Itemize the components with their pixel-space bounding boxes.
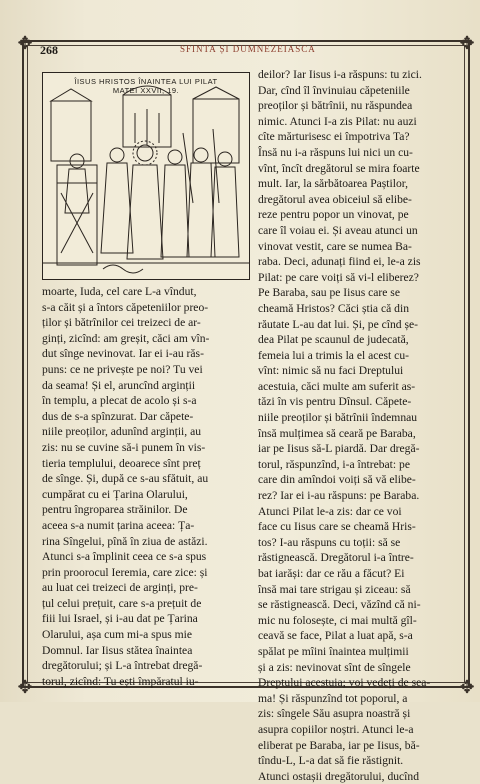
text-line: vînt: nimic să nu faci Dreptului xyxy=(258,364,404,378)
text-line: Atunci ostașii dregătorului, ducînd xyxy=(258,769,419,783)
text-line: care din amîndoi voiți să vă elibe- xyxy=(258,473,416,487)
text-line: însă mulțimea să ceară pe Baraba, xyxy=(258,426,416,440)
text-line: femeia lui a trimis la el acest cu- xyxy=(258,348,409,362)
text-line: preoților și bătrînii, nu răspundea xyxy=(258,99,413,113)
text-line: deilor? Iar Iisus i-a răspuns: tu zici. xyxy=(258,68,422,81)
text-line: Olarului, așa cum mi-a spus mie xyxy=(42,628,193,642)
page-header xyxy=(40,40,450,56)
text-line: puns: ce ne privește pe noi? Tu vei xyxy=(42,362,203,376)
text-line: raba. Deci, adunați fiind ei, le-a zis xyxy=(258,255,421,269)
text-line: torul, răspunzînd, i-a întrebat: pe xyxy=(258,457,410,471)
text-line: fiii lui Israel, și i-au dat pe Țarina xyxy=(42,612,198,626)
text-line: asupra copiilor noștri. Atunci le-a xyxy=(258,722,414,736)
text-line: cumpărat cu ei Țarina Olarului, xyxy=(42,487,188,501)
text-line: de sînge. Și, după ce s-au sfătuit, au xyxy=(42,472,209,486)
page-number: 268 xyxy=(40,43,58,57)
text-line: tieria templului, deoarece sînt preț xyxy=(42,456,201,470)
text-line: niile preoților și bătrînii îndemnau xyxy=(258,411,418,425)
text-line: răstignească. Dregătorul i-a între- xyxy=(258,551,414,565)
text-line: dregătorului; și L-a întrebat dregă- xyxy=(42,659,203,673)
text-line: se răstignească. Deci, văzînd că ni- xyxy=(258,598,421,612)
text-line: tăzi în vis pentru Dînsul. Căpete- xyxy=(258,395,412,409)
text-line: ginți, zicînd: am greșit, căci am vîn- xyxy=(42,331,210,345)
text-line: rez? Iar ei i-au răspuns: pe Baraba. xyxy=(258,489,420,503)
text-line: au luat cei treizeci de arginți, pre- xyxy=(42,581,198,595)
text-line: Dreptului acestuia; voi vedeți de sea- xyxy=(258,676,431,690)
text-line: Pe Baraba, sau pe Iisus care se xyxy=(258,286,400,300)
text-line: reze pentru popor un vinovat, pe xyxy=(258,208,409,222)
caption-line-1: ÎISUS HRISTOS ÎNAINTEA LUI PILAT xyxy=(74,77,218,86)
text-line: dus de s-a spînzurat. Dar căpete- xyxy=(42,409,194,423)
text-line: și a zis: nevinovat sînt de sîngele xyxy=(258,660,411,674)
text-line: torul, zicînd: Tu ești împăratul iu- xyxy=(42,674,199,688)
text-line: Domnul. Iar Iisus stătea înaintea xyxy=(42,643,193,657)
text-line: moarte, Iuda, cel care L-a vîndut, xyxy=(42,285,197,298)
text-line: da seama! Și el, aruncînd arginții xyxy=(42,378,196,392)
text-line: rina Sîngelui, pînă în ziua de astăzi. xyxy=(42,534,208,548)
text-line: Dar, cînd îl învinuiau căpeteniile xyxy=(258,83,410,97)
text-line: dea Pilat pe scaunul de judecată, xyxy=(258,333,409,347)
corner-ornament-icon: ✥ xyxy=(17,677,33,697)
text-line: pentru îngroparea străinilor. De xyxy=(42,503,188,517)
text-line: ma! Și răspunzînd tot poporul, a xyxy=(258,691,408,705)
text-line: s-a căit și a întors căpeteniilor preo- xyxy=(42,300,209,314)
text-line: mult. Iar, la sărbătoarea Paștilor, xyxy=(258,177,409,191)
text-line: vînt, încît dregătorul se mira foarte xyxy=(258,161,420,175)
jesus-before-pilat-engraving xyxy=(43,73,249,279)
running-title: SFINTA ȘI DUMNEZEIASCA xyxy=(180,44,316,54)
text-line: acestuia, căci multe am suferit as- xyxy=(258,379,416,393)
text-line: mic nu folosește, ci mai multă gîl- xyxy=(258,613,417,627)
text-line: Pilat: pe care voiți să vi-l eliberez? xyxy=(258,270,419,284)
text-line: cheamă Hristos? Căci știa că din xyxy=(258,301,409,315)
text-line: însă mai tare strigau și ziceau: să xyxy=(258,582,411,596)
text-line: cîte mărturisesc ei împotriva Ta? xyxy=(258,130,410,144)
text-line: zis: sîngele Său asupra noastră și xyxy=(258,707,411,721)
text-line: eliberat pe Baraba, iar pe Iisus, bă- xyxy=(258,738,420,752)
text-line: niile preoților, adunînd arginții, au xyxy=(42,425,202,439)
text-line: prin proorocul Ieremia, care zice: și xyxy=(42,565,208,579)
text-line: tos? I-au răspuns cu toții: să se xyxy=(258,535,401,549)
text-line: Însă nu i-a răspuns lui nici un cu- xyxy=(258,145,413,159)
text-line: dut sînge nevinovat. Iar ei i-au răs- xyxy=(42,347,204,361)
text-line: dregătorul avea obiceiul să elibe- xyxy=(258,192,412,206)
corner-ornament-icon: ✥ xyxy=(17,33,33,53)
text-line: ceavă se face, Pilat a luat apă, s-a xyxy=(258,629,413,643)
text-line: face cu Iisus care se cheamă Hris- xyxy=(258,520,416,534)
text-line: nimic. Atunci I-a zis Pilat: nu auzi xyxy=(258,114,417,128)
illustration-caption xyxy=(43,77,249,95)
caption-line-2: MATEI XXVII, 19. xyxy=(112,86,180,95)
text-line: iar pe Iisus să-L piardă. Dar dregă- xyxy=(258,442,420,456)
text-line: răutate L-au dat lui. Și, pe cînd șe- xyxy=(258,317,419,331)
text-line: spălat pe mîini înaintea mulțimii xyxy=(258,644,409,658)
text-line: ților și bătrînilor cei treizeci de ar- xyxy=(42,316,201,330)
text-line: zis: nu se cuvine să-i punem în vis- xyxy=(42,440,206,454)
text-column-left xyxy=(42,284,248,689)
text-line: bat iarăși: dar ce rău a făcut? Ei xyxy=(258,567,405,580)
text-line: țul celui prețuit, care s-a prețuit de xyxy=(42,596,202,610)
text-line: Atunci Pilat le-a zis: dar ce voi xyxy=(258,504,402,518)
corner-ornament-icon: ✥ xyxy=(459,677,475,697)
corner-ornament-icon: ✥ xyxy=(459,33,475,53)
text-line: aceea s-a numit țarina aceea: Ța- xyxy=(42,518,195,532)
illustration xyxy=(42,72,250,280)
text-line: Atunci s-a împlinit ceea ce s-a spus xyxy=(42,550,207,564)
text-line: tîndu-L, L-a dat să fie răstignit. xyxy=(258,754,404,768)
text-line: care îl voiau ei. Și aveau atunci un xyxy=(258,223,418,237)
text-line: vinovat vestit, care se numea Ba- xyxy=(258,239,412,253)
text-line: în templu, a plecat de acolo și s-a xyxy=(42,394,197,408)
text-column-right xyxy=(258,67,464,784)
